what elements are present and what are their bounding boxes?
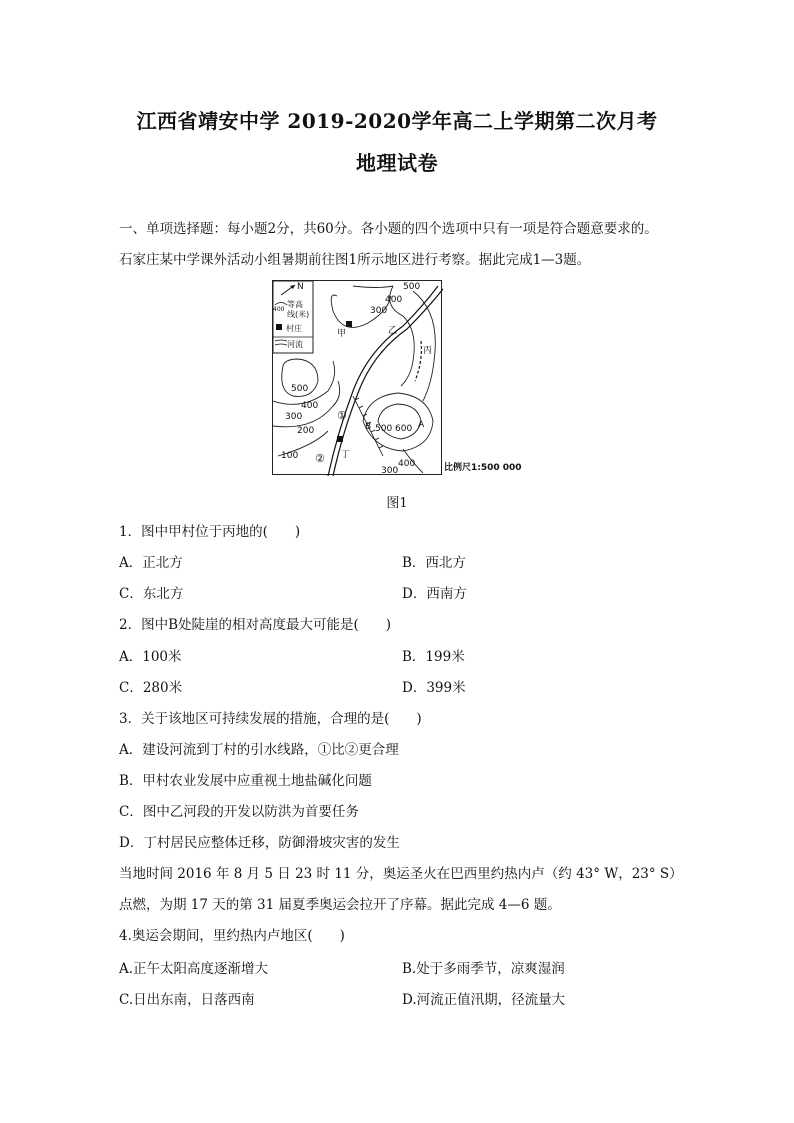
contour-value-300b: 300 xyxy=(285,412,303,422)
label-jia: 甲 xyxy=(337,329,347,339)
contour-value-500b: 500 xyxy=(291,384,309,394)
contour-value-300a: 300 xyxy=(370,306,388,316)
legend-contour-value: 400 xyxy=(273,306,285,313)
river-legend-icon xyxy=(275,340,287,341)
question-2-option-a[interactable]: A．100米 xyxy=(119,649,182,665)
passage-line-1: 当地时间 2016 年 8 月 5 日 23 时 11 分，奥运圣火在巴西里约热内卢（约 43° W，23° S） xyxy=(119,866,683,882)
contour-value-500c: 500 xyxy=(375,424,393,434)
label-b: B xyxy=(365,422,372,432)
question-2-option-b[interactable]: B．199米 xyxy=(402,649,465,665)
label-a: A xyxy=(418,420,425,430)
north-label: N xyxy=(297,282,304,292)
question-3-option-b[interactable]: B．甲村农业发展中应重视土地盐碱化问题 xyxy=(119,773,372,789)
contour-value-600: 600 xyxy=(395,424,413,434)
question-4-option-a[interactable]: A.正午太阳高度逐渐增大 xyxy=(119,961,269,977)
question-3-option-d[interactable]: D．丁村居民应整体迁移，防御滑坡灾害的发生 xyxy=(119,835,400,851)
label-circle-2: ② xyxy=(315,452,325,465)
label-circle-1: ① xyxy=(337,409,347,422)
contour-value-300c: 300 xyxy=(381,466,399,476)
contour-map-drawing xyxy=(273,281,443,476)
section-heading: 一、单项选择题：每小题2分，共60分。各小题的四个选项中只有一项是符合题意要求的。 xyxy=(119,221,658,237)
label-yi: 乙 xyxy=(388,326,398,336)
question-4-stem: 4.奥运会期间，里约热内卢地区( ) xyxy=(119,928,345,944)
passage-line-2: 点燃，为期 17 天的第 31 届夏季奥运会拉开了序幕。据此完成 4—6 题。 xyxy=(119,897,561,913)
question-1-option-d[interactable]: D．西南方 xyxy=(402,586,467,602)
legend-village: 村庄 xyxy=(286,324,302,333)
village-jia-icon xyxy=(346,321,352,327)
village-ding-icon xyxy=(337,436,343,442)
exam-subject: 地理试卷 xyxy=(356,151,438,175)
contour-value-400a: 400 xyxy=(385,295,403,305)
question-1-stem: 1．图中甲村位于丙地的( ) xyxy=(119,524,301,540)
question-2-option-d[interactable]: D．399米 xyxy=(402,680,466,696)
label-bing: 丙 xyxy=(423,346,433,356)
question-3-stem: 3．关于该地区可持续发展的措施，合理的是( ) xyxy=(119,711,422,727)
exam-title: 江西省靖安中学 2019-2020学年高二上学期第二次月考 xyxy=(136,109,658,133)
figure-caption: 图1 xyxy=(386,496,408,511)
map-scale: 比例尺1:500 000 xyxy=(444,463,522,473)
question-3-option-a[interactable]: A．建设河流到丁村的引水线路，①比②更合理 xyxy=(119,742,399,758)
contour-value-400b: 400 xyxy=(301,401,319,411)
label-ding: 丁 xyxy=(341,450,351,460)
section-intro: 石家庄某中学课外活动小组暑期前往图1所示地区进行考察。据此完成1—3题。 xyxy=(119,252,591,268)
question-1-option-a[interactable]: A．正北方 xyxy=(119,555,183,571)
question-3-option-c[interactable]: C．图中乙河段的开发以防洪为首要任务 xyxy=(119,804,359,820)
contour-value-200: 200 xyxy=(297,426,315,436)
village-legend-icon xyxy=(276,324,282,330)
question-4-option-d[interactable]: D.河流正值汛期，径流量大 xyxy=(402,992,566,1008)
contour-value-100: 100 xyxy=(281,451,299,461)
question-2-option-c[interactable]: C．280米 xyxy=(119,680,183,696)
legend-river: 河流 xyxy=(287,340,303,349)
contour-value-500a: 500 xyxy=(403,282,421,292)
legend-contour-label1: 等高 xyxy=(287,300,303,309)
contour-legend-line xyxy=(275,303,287,306)
contour-map xyxy=(272,280,442,475)
question-4-option-c[interactable]: C.日出东南，日落西南 xyxy=(119,992,255,1008)
question-1-option-b[interactable]: B．西北方 xyxy=(402,555,466,571)
question-4-option-b[interactable]: B.处于多雨季节，凉爽湿润 xyxy=(402,961,565,977)
question-2-stem: 2．图中B处陡崖的相对高度最大可能是( ) xyxy=(119,617,392,633)
legend-contour-label2: 线(米) xyxy=(287,310,310,319)
question-1-option-c[interactable]: C．东北方 xyxy=(119,586,184,602)
contour-value-400c: 400 xyxy=(398,459,416,469)
